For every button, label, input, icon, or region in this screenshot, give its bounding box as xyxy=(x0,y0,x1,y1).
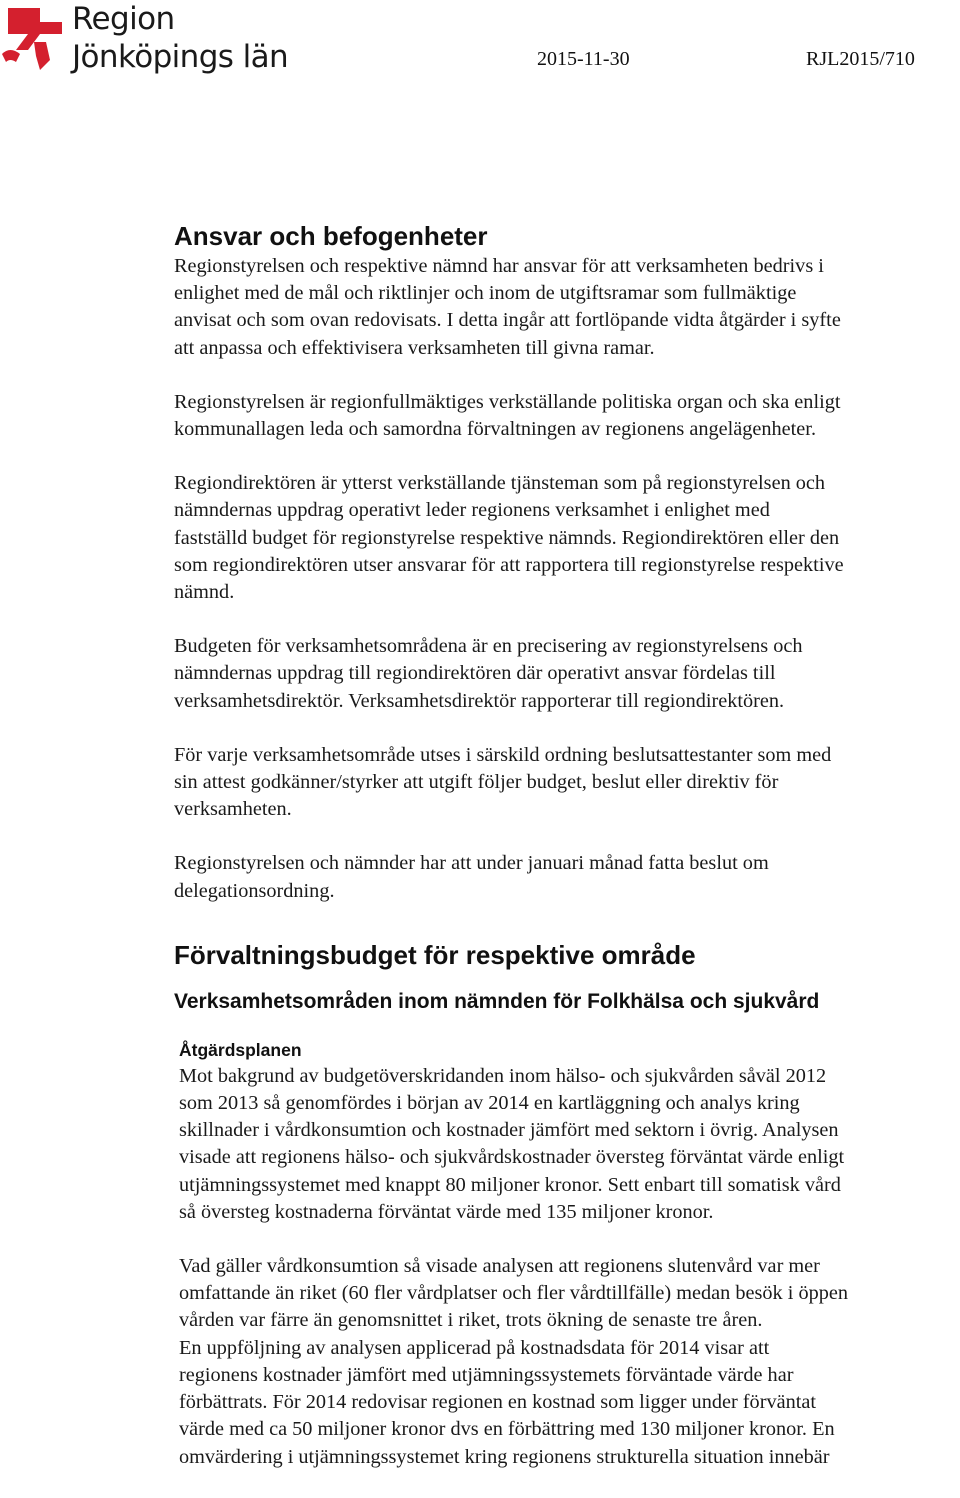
paragraph: Regionstyrelsen och nämnder har att under januari månad fatta beslut om delegationsordning. xyxy=(174,852,769,902)
document-date: 2015-11-30 xyxy=(537,48,630,70)
paragraph: Budgeten för verksamhetsområdena är en precisering av regionstyrelsens och nämndernas uppdrag till regiondirektören där operativt ansvar fördelas till verksamhetsdirektör. Verksamhetsdirektör rapporterar till regiondirektören. xyxy=(174,635,803,712)
logo-line-region: Region xyxy=(72,1,175,37)
paragraph: Regionstyrelsen är regionfullmäktiges verkställande politiska organ och ska enligt kommunallagen leda och samordna förvaltningen av regionens angelägenheter. xyxy=(174,390,841,441)
paragraph: Vad gäller vårdkonsumtion så visade analysen att regionens slutenvård var mer omfattande än riket (60 fler vårdplatser och fler vårdtillfälle) medan besök i öppen vården var färre än genomsnittet i riket, trots ökning de senaste tre åren. En uppföljning av analysen applicerad på kostnadsdata för 2014 visar att regionens kostnader jämfört med utjämningssystemets förväntade värde har förbättrats. För 2014 redovisar regionen en kostnad som ligger under förväntat värde med ca 50 miljoner kronor dvs en förbättring med 130 miljoner kronor. En omvärdering i utjämningssystemet kring regionens strukturella situation innebär xyxy=(179,1255,849,1468)
section-heading-forvaltningsbudget: Förvaltningsbudget för respektive område xyxy=(174,939,696,970)
paragraph: Mot bakgrund av budgetöverskridanden inom hälso- och sjukvården såväl 2012 som 2013 så genomfördes i början av 2014 en kartläggning och analys kring skillnader i vårdkonsumtion och kostnader jämfört med sektorn i övrig. Analysen visade att regionens hälso- och sjukvårdskostnader översteg förväntat värde enligt utjämningssystemet med knappt 80 miljoner kronor. Sett enbart till somatisk vård så översteg kostnaderna förväntat värde med 135 miljoner kronor. xyxy=(179,1064,845,1223)
paragraph: Regionstyrelsen och respektive nämnd har ansvar för att verksamheten bedrivs i enlighet med de mål och riktlinjer och inom de utgiftsramar som fullmäktige anvisat och som ovan redovisats. I detta ingår att fortlöpande vidta åtgärder i syfte att anpassa och effektivisera verksamheten till givna ramar. xyxy=(174,255,841,359)
document-body xyxy=(174,220,960,1498)
document-header xyxy=(0,0,960,80)
section-subheading-verksamhetsomraden: Verksamhetsområden inom nämnden för Folkhälsa och sjukvård xyxy=(174,989,820,1013)
subsection-heading-atgardsplanen: Åtgärdsplanen xyxy=(179,1039,302,1060)
atgardsplanen-block xyxy=(179,1039,960,1471)
region-logo-icon xyxy=(0,4,70,74)
section-heading-ansvar: Ansvar och befogenheter xyxy=(174,221,488,251)
logo-line-jonkoping: Jönköpings län xyxy=(72,39,289,75)
paragraph: För varje verksamhetsområde utses i särskild ordning beslutsattestanter som med sin attest godkänner/styrker att utgift följer budget, beslut eller direktiv för verksamheten. xyxy=(174,743,832,821)
paragraph: Regiondirektören är ytterst verkställande tjänsteman som på regionstyrelsen och nämndernas uppdrag operativt leder regionens verksamhet i enlighet med fastställd budget för regionstyrelse respektive nämnds. Regiondirektören eller den som regiondirektören utser ansvarar för att rapportera till regionstyrelse respektive nämnd. xyxy=(174,472,844,604)
document-reference: RJL2015/710 xyxy=(806,48,915,70)
region-logo xyxy=(0,2,300,78)
